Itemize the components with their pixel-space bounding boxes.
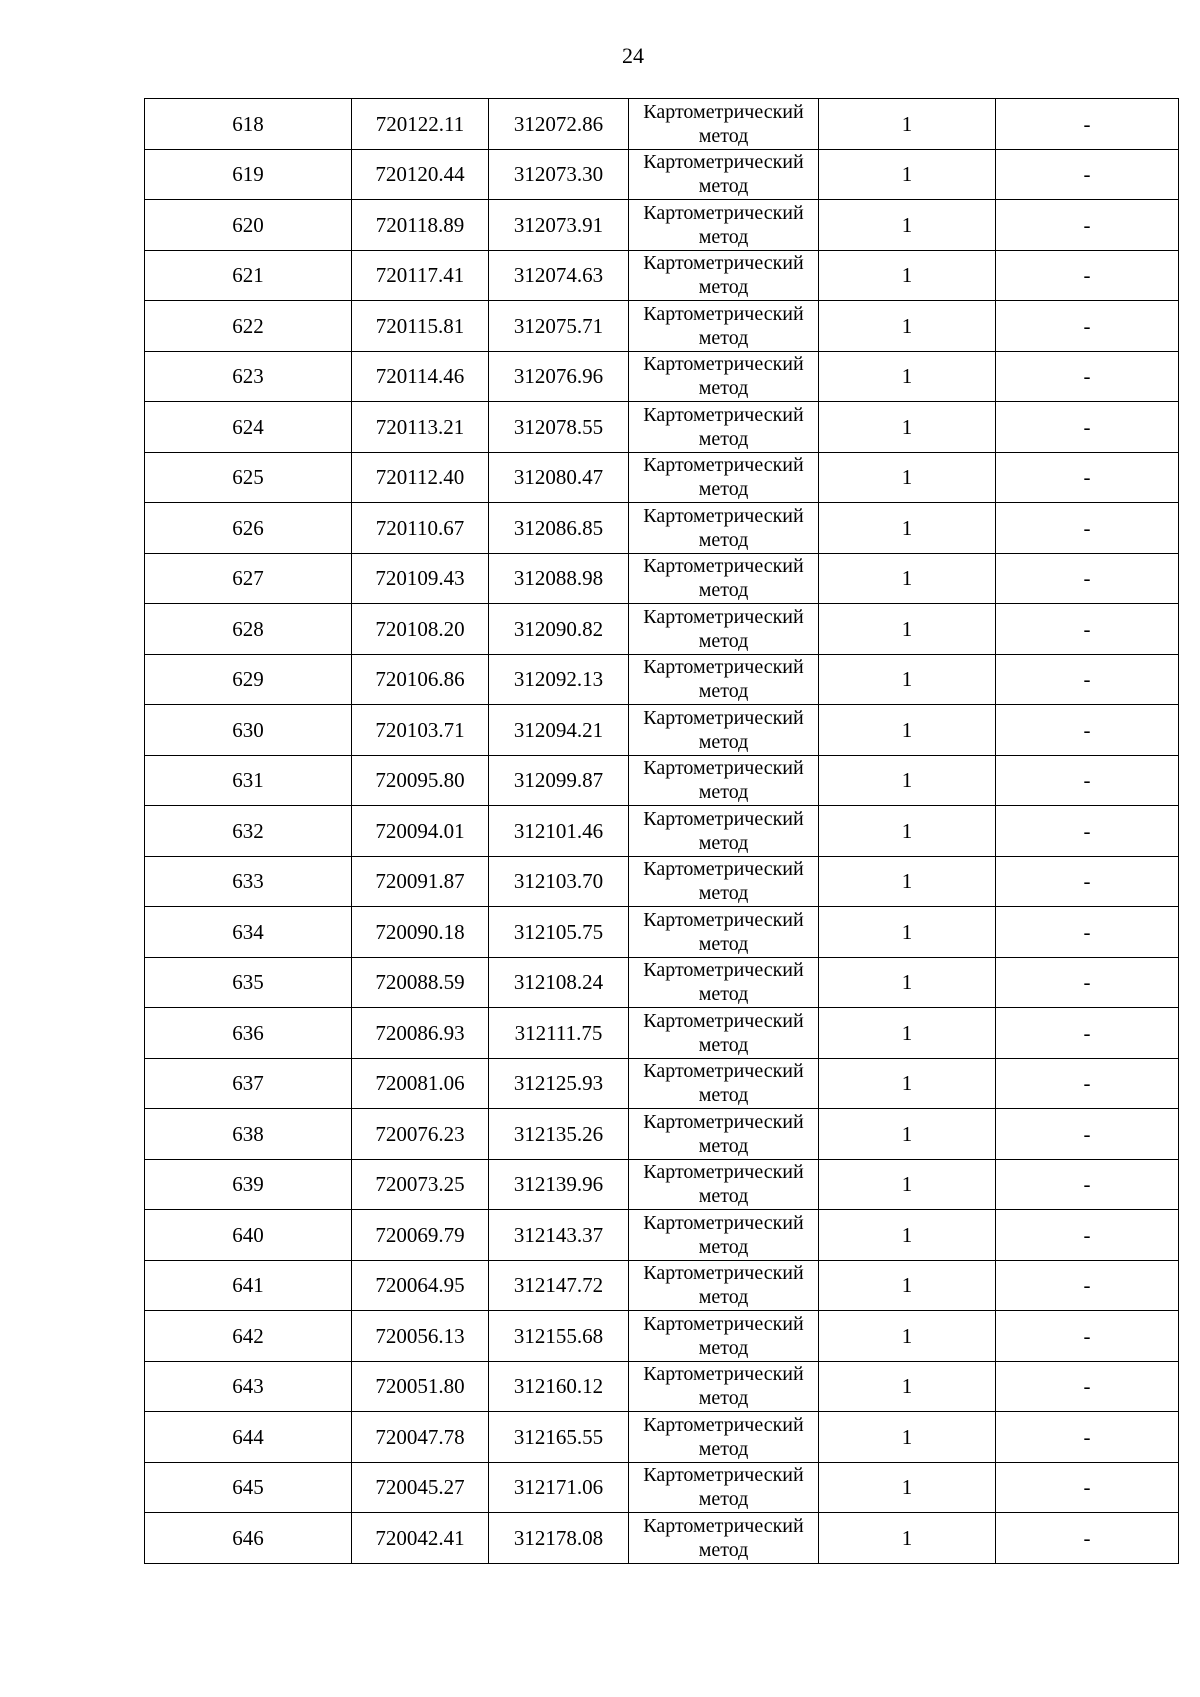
- x-coordinate-cell: 720109.43: [352, 553, 489, 604]
- accuracy-cell: 1: [819, 1462, 996, 1513]
- description-cell: -: [996, 907, 1179, 958]
- method-line-2: метод: [698, 225, 749, 248]
- x-coordinate-cell: 720051.80: [352, 1361, 489, 1412]
- accuracy-cell: 1: [819, 957, 996, 1008]
- y-coordinate-cell: 312080.47: [489, 452, 629, 503]
- accuracy-cell: 1: [819, 1260, 996, 1311]
- point-number-cell: 622: [145, 301, 352, 352]
- table-row: [145, 402, 1179, 453]
- method-cell: [629, 806, 819, 857]
- method-line-2: метод: [698, 983, 749, 1006]
- x-coordinate-cell: 720108.20: [352, 604, 489, 655]
- point-number-cell: 646: [145, 1513, 352, 1564]
- accuracy-cell: 1: [819, 553, 996, 604]
- point-number-cell: 627: [145, 553, 352, 604]
- method-line-1: Картометрический: [643, 706, 804, 729]
- method-line-2: метод: [698, 478, 749, 501]
- point-number-cell: 640: [145, 1210, 352, 1261]
- description-cell: -: [996, 250, 1179, 301]
- accuracy-cell: 1: [819, 452, 996, 503]
- table-row: [145, 1412, 1179, 1463]
- x-coordinate-cell: 720113.21: [352, 402, 489, 453]
- method-line-1: Картометрический: [643, 252, 804, 275]
- x-coordinate-cell: 720094.01: [352, 806, 489, 857]
- y-coordinate-cell: 312160.12: [489, 1361, 629, 1412]
- description-cell: -: [996, 351, 1179, 402]
- accuracy-cell: 1: [819, 1159, 996, 1210]
- accuracy-cell: 1: [819, 1513, 996, 1564]
- point-number-cell: 620: [145, 200, 352, 251]
- point-number-cell: 630: [145, 705, 352, 756]
- method-line-1: Картометрический: [643, 605, 804, 628]
- y-coordinate-cell: 312086.85: [489, 503, 629, 554]
- method-line-2: метод: [698, 882, 749, 905]
- method-line-2: метод: [698, 680, 749, 703]
- y-coordinate-cell: 312155.68: [489, 1311, 629, 1362]
- x-coordinate-cell: 720090.18: [352, 907, 489, 958]
- method-line-2: метод: [698, 1538, 749, 1561]
- method-line-1: Картометрический: [643, 1110, 804, 1133]
- accuracy-cell: 1: [819, 1109, 996, 1160]
- description-cell: -: [996, 957, 1179, 1008]
- table-row: [145, 1513, 1179, 1564]
- y-coordinate-cell: 312075.71: [489, 301, 629, 352]
- table-row: [145, 1210, 1179, 1261]
- description-cell: -: [996, 402, 1179, 453]
- accuracy-cell: 1: [819, 806, 996, 857]
- table-row: [145, 149, 1179, 200]
- method-cell: [629, 1109, 819, 1160]
- y-coordinate-cell: 312072.86: [489, 99, 629, 150]
- method-line-1: Картометрический: [643, 403, 804, 426]
- method-line-1: Картометрический: [643, 1009, 804, 1032]
- x-coordinate-cell: 720076.23: [352, 1109, 489, 1160]
- table-row: [145, 705, 1179, 756]
- y-coordinate-cell: 312103.70: [489, 856, 629, 907]
- method-line-2: метод: [698, 175, 749, 198]
- description-cell: -: [996, 301, 1179, 352]
- table-row: [145, 806, 1179, 857]
- method-line-1: Картометрический: [643, 1211, 804, 1234]
- method-line-1: Картометрический: [643, 1060, 804, 1083]
- table-row: [145, 755, 1179, 806]
- method-line-2: метод: [698, 1336, 749, 1359]
- method-cell: [629, 1058, 819, 1109]
- method-line-2: метод: [698, 377, 749, 400]
- accuracy-cell: 1: [819, 402, 996, 453]
- y-coordinate-cell: 312073.91: [489, 200, 629, 251]
- method-line-1: Картометрический: [643, 100, 804, 123]
- method-line-1: Картометрический: [643, 1514, 804, 1537]
- x-coordinate-cell: 720064.95: [352, 1260, 489, 1311]
- x-coordinate-cell: 720117.41: [352, 250, 489, 301]
- method-line-1: Картометрический: [643, 201, 804, 224]
- method-cell: [629, 351, 819, 402]
- method-cell: [629, 1361, 819, 1412]
- y-coordinate-cell: 312099.87: [489, 755, 629, 806]
- method-line-2: метод: [698, 932, 749, 955]
- x-coordinate-cell: 720106.86: [352, 654, 489, 705]
- x-coordinate-cell: 720045.27: [352, 1462, 489, 1513]
- y-coordinate-cell: 312078.55: [489, 402, 629, 453]
- description-cell: -: [996, 1260, 1179, 1311]
- description-cell: -: [996, 1311, 1179, 1362]
- table-row: [145, 1260, 1179, 1311]
- accuracy-cell: 1: [819, 250, 996, 301]
- table-row: [145, 1109, 1179, 1160]
- description-cell: -: [996, 755, 1179, 806]
- point-number-cell: 628: [145, 604, 352, 655]
- method-cell: [629, 705, 819, 756]
- x-coordinate-cell: 720091.87: [352, 856, 489, 907]
- description-cell: -: [996, 806, 1179, 857]
- point-number-cell: 641: [145, 1260, 352, 1311]
- description-cell: -: [996, 149, 1179, 200]
- method-cell: [629, 402, 819, 453]
- x-coordinate-cell: 720088.59: [352, 957, 489, 1008]
- point-number-cell: 643: [145, 1361, 352, 1412]
- x-coordinate-cell: 720112.40: [352, 452, 489, 503]
- table-row: [145, 1058, 1179, 1109]
- method-cell: [629, 1311, 819, 1362]
- table-row: [145, 301, 1179, 352]
- method-cell: [629, 856, 819, 907]
- accuracy-cell: 1: [819, 1311, 996, 1362]
- page-number: 24: [622, 43, 644, 68]
- point-number-cell: 623: [145, 351, 352, 402]
- method-line-1: Картометрический: [643, 1312, 804, 1335]
- description-cell: -: [996, 553, 1179, 604]
- point-number-cell: 629: [145, 654, 352, 705]
- y-coordinate-cell: 312090.82: [489, 604, 629, 655]
- x-coordinate-cell: 720120.44: [352, 149, 489, 200]
- description-cell: -: [996, 604, 1179, 655]
- accuracy-cell: 1: [819, 1058, 996, 1109]
- x-coordinate-cell: 720073.25: [352, 1159, 489, 1210]
- accuracy-cell: 1: [819, 705, 996, 756]
- method-cell: [629, 1159, 819, 1210]
- method-line-1: Картометрический: [643, 555, 804, 578]
- point-number-cell: 626: [145, 503, 352, 554]
- table-row: [145, 1462, 1179, 1513]
- description-cell: -: [996, 1412, 1179, 1463]
- method-line-2: метод: [698, 1437, 749, 1460]
- description-cell: -: [996, 1210, 1179, 1261]
- method-cell: [629, 604, 819, 655]
- y-coordinate-cell: 312135.26: [489, 1109, 629, 1160]
- point-number-cell: 618: [145, 99, 352, 150]
- accuracy-cell: 1: [819, 301, 996, 352]
- method-line-2: метод: [698, 1134, 749, 1157]
- point-number-cell: 637: [145, 1058, 352, 1109]
- x-coordinate-cell: 720110.67: [352, 503, 489, 554]
- method-cell: [629, 200, 819, 251]
- method-cell: [629, 1513, 819, 1564]
- table-row: [145, 654, 1179, 705]
- coordinates-table-body: [145, 99, 1179, 1564]
- table-row: [145, 250, 1179, 301]
- description-cell: -: [996, 503, 1179, 554]
- table-row: [145, 452, 1179, 503]
- point-number-cell: 645: [145, 1462, 352, 1513]
- method-line-2: метод: [698, 276, 749, 299]
- point-number-cell: 631: [145, 755, 352, 806]
- description-cell: -: [996, 856, 1179, 907]
- point-number-cell: 633: [145, 856, 352, 907]
- accuracy-cell: 1: [819, 755, 996, 806]
- method-cell: [629, 1412, 819, 1463]
- table-row: [145, 1159, 1179, 1210]
- y-coordinate-cell: 312105.75: [489, 907, 629, 958]
- y-coordinate-cell: 312101.46: [489, 806, 629, 857]
- point-number-cell: 624: [145, 402, 352, 453]
- accuracy-cell: 1: [819, 1210, 996, 1261]
- x-coordinate-cell: 720118.89: [352, 200, 489, 251]
- accuracy-cell: 1: [819, 503, 996, 554]
- accuracy-cell: 1: [819, 1412, 996, 1463]
- description-cell: -: [996, 1462, 1179, 1513]
- method-line-1: Картометрический: [643, 1464, 804, 1487]
- point-number-cell: 632: [145, 806, 352, 857]
- table-row: [145, 1361, 1179, 1412]
- method-line-2: метод: [698, 629, 749, 652]
- point-number-cell: 619: [145, 149, 352, 200]
- description-cell: -: [996, 654, 1179, 705]
- y-coordinate-cell: 312147.72: [489, 1260, 629, 1311]
- x-coordinate-cell: 720103.71: [352, 705, 489, 756]
- y-coordinate-cell: 312073.30: [489, 149, 629, 200]
- method-line-1: Картометрический: [643, 1363, 804, 1386]
- y-coordinate-cell: 312125.93: [489, 1058, 629, 1109]
- x-coordinate-cell: 720047.78: [352, 1412, 489, 1463]
- table-row: [145, 99, 1179, 150]
- x-coordinate-cell: 720115.81: [352, 301, 489, 352]
- method-line-2: метод: [698, 831, 749, 854]
- x-coordinate-cell: 720086.93: [352, 1008, 489, 1059]
- table-row: [145, 856, 1179, 907]
- table-row: [145, 907, 1179, 958]
- y-coordinate-cell: 312178.08: [489, 1513, 629, 1564]
- table-row: [145, 957, 1179, 1008]
- y-coordinate-cell: 312139.96: [489, 1159, 629, 1210]
- method-cell: [629, 149, 819, 200]
- method-cell: [629, 957, 819, 1008]
- y-coordinate-cell: 312092.13: [489, 654, 629, 705]
- method-line-1: Картометрический: [643, 1161, 804, 1184]
- x-coordinate-cell: 720042.41: [352, 1513, 489, 1564]
- method-line-1: Картометрический: [643, 959, 804, 982]
- x-coordinate-cell: 720069.79: [352, 1210, 489, 1261]
- method-line-1: Картометрический: [643, 858, 804, 881]
- method-cell: [629, 907, 819, 958]
- point-number-cell: 636: [145, 1008, 352, 1059]
- description-cell: -: [996, 1159, 1179, 1210]
- x-coordinate-cell: 720114.46: [352, 351, 489, 402]
- point-number-cell: 621: [145, 250, 352, 301]
- accuracy-cell: 1: [819, 907, 996, 958]
- accuracy-cell: 1: [819, 149, 996, 200]
- method-line-1: Картометрический: [643, 454, 804, 477]
- method-line-2: метод: [698, 1033, 749, 1056]
- method-line-1: Картометрический: [643, 656, 804, 679]
- method-cell: [629, 1210, 819, 1261]
- point-number-cell: 642: [145, 1311, 352, 1362]
- description-cell: -: [996, 1058, 1179, 1109]
- method-cell: [629, 99, 819, 150]
- description-cell: -: [996, 99, 1179, 150]
- method-line-2: метод: [698, 124, 749, 147]
- method-line-2: метод: [698, 730, 749, 753]
- description-cell: -: [996, 1008, 1179, 1059]
- table-row: [145, 553, 1179, 604]
- method-line-2: метод: [698, 427, 749, 450]
- y-coordinate-cell: 312171.06: [489, 1462, 629, 1513]
- coordinates-table: [144, 98, 1179, 1564]
- description-cell: -: [996, 1513, 1179, 1564]
- point-number-cell: 634: [145, 907, 352, 958]
- method-line-1: Картометрический: [643, 908, 804, 931]
- accuracy-cell: 1: [819, 1361, 996, 1412]
- method-line-2: метод: [698, 1488, 749, 1511]
- x-coordinate-cell: 720095.80: [352, 755, 489, 806]
- method-line-2: метод: [698, 1286, 749, 1309]
- description-cell: -: [996, 1361, 1179, 1412]
- point-number-cell: 625: [145, 452, 352, 503]
- method-cell: [629, 301, 819, 352]
- method-cell: [629, 1260, 819, 1311]
- description-cell: -: [996, 452, 1179, 503]
- description-cell: -: [996, 200, 1179, 251]
- accuracy-cell: 1: [819, 604, 996, 655]
- method-line-2: метод: [698, 326, 749, 349]
- method-line-1: Картометрический: [643, 504, 804, 527]
- method-line-1: Картометрический: [643, 757, 804, 780]
- description-cell: -: [996, 705, 1179, 756]
- accuracy-cell: 1: [819, 654, 996, 705]
- y-coordinate-cell: 312143.37: [489, 1210, 629, 1261]
- accuracy-cell: 1: [819, 351, 996, 402]
- point-number-cell: 639: [145, 1159, 352, 1210]
- method-cell: [629, 452, 819, 503]
- method-line-1: Картометрический: [643, 1413, 804, 1436]
- point-number-cell: 638: [145, 1109, 352, 1160]
- method-cell: [629, 250, 819, 301]
- y-coordinate-cell: 312088.98: [489, 553, 629, 604]
- accuracy-cell: 1: [819, 200, 996, 251]
- point-number-cell: 644: [145, 1412, 352, 1463]
- x-coordinate-cell: 720081.06: [352, 1058, 489, 1109]
- description-cell: -: [996, 1109, 1179, 1160]
- y-coordinate-cell: 312076.96: [489, 351, 629, 402]
- point-number-cell: 635: [145, 957, 352, 1008]
- method-line-2: метод: [698, 1387, 749, 1410]
- y-coordinate-cell: 312165.55: [489, 1412, 629, 1463]
- accuracy-cell: 1: [819, 856, 996, 907]
- table-row: [145, 503, 1179, 554]
- table-row: [145, 200, 1179, 251]
- accuracy-cell: 1: [819, 99, 996, 150]
- method-cell: [629, 553, 819, 604]
- method-line-1: Картометрический: [643, 302, 804, 325]
- method-cell: [629, 503, 819, 554]
- y-coordinate-cell: 312074.63: [489, 250, 629, 301]
- x-coordinate-cell: 720122.11: [352, 99, 489, 150]
- method-line-2: метод: [698, 579, 749, 602]
- y-coordinate-cell: 312111.75: [489, 1008, 629, 1059]
- method-line-2: метод: [698, 1084, 749, 1107]
- method-cell: [629, 1008, 819, 1059]
- method-line-1: Картометрический: [643, 151, 804, 174]
- method-cell: [629, 654, 819, 705]
- table-row: [145, 604, 1179, 655]
- accuracy-cell: 1: [819, 1008, 996, 1059]
- y-coordinate-cell: 312094.21: [489, 705, 629, 756]
- method-line-1: Картометрический: [643, 807, 804, 830]
- x-coordinate-cell: 720056.13: [352, 1311, 489, 1362]
- method-cell: [629, 1462, 819, 1513]
- table-row: [145, 351, 1179, 402]
- method-line-1: Картометрический: [643, 353, 804, 376]
- method-line-1: Картометрический: [643, 1262, 804, 1285]
- table-row: [145, 1311, 1179, 1362]
- method-line-2: метод: [698, 1235, 749, 1258]
- method-cell: [629, 755, 819, 806]
- method-line-2: метод: [698, 528, 749, 551]
- y-coordinate-cell: 312108.24: [489, 957, 629, 1008]
- table-row: [145, 1008, 1179, 1059]
- method-line-2: метод: [698, 1185, 749, 1208]
- method-line-2: метод: [698, 781, 749, 804]
